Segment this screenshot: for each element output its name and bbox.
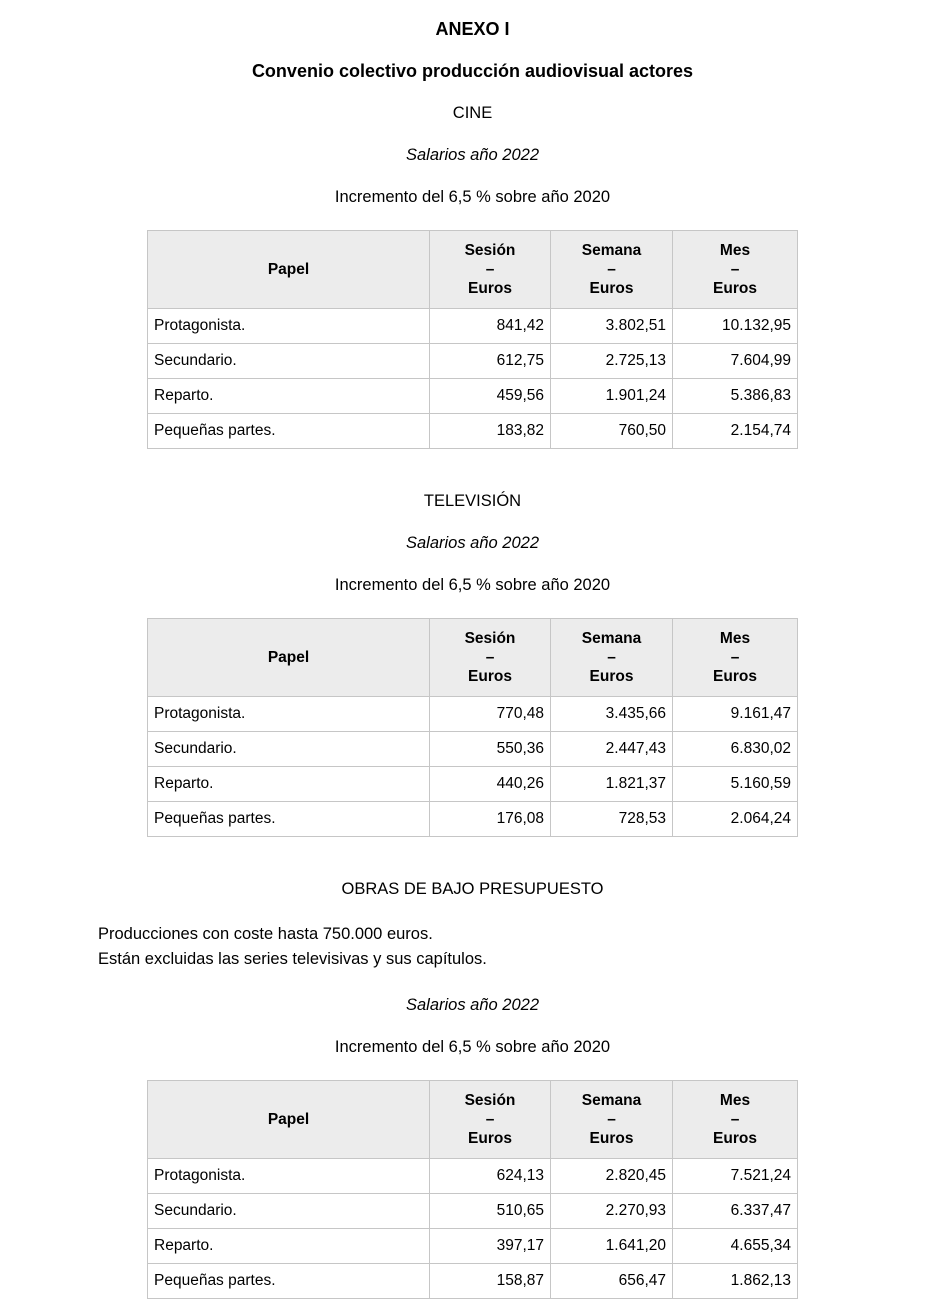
note-line: Están excluidas las series televisivas y sus capítulos. [98, 950, 487, 968]
column-header-title: Sesión [464, 1092, 516, 1109]
mes-cell: 5.386,83 [673, 379, 798, 414]
sesion-cell: 158,87 [430, 1264, 551, 1299]
column-header-title: Sesión [464, 242, 516, 259]
mes-cell: 2.064,24 [673, 802, 798, 837]
column-header-label: Papel [267, 649, 310, 666]
table-row [148, 1264, 798, 1299]
sesion-cell: 841,42 [430, 309, 551, 344]
mes-cell: 1.862,13 [673, 1264, 798, 1299]
column-header-title: Semana [581, 1092, 642, 1109]
salary-table-cine [147, 230, 798, 449]
semana-cell: 3.435,66 [551, 697, 673, 732]
semana-cell: 2.725,13 [551, 344, 673, 379]
papel-cell: Reparto. [148, 1229, 430, 1264]
table-row [148, 1229, 798, 1264]
mes-cell: 5.160,59 [673, 767, 798, 802]
table-row [148, 767, 798, 802]
sesion-cell: 176,08 [430, 802, 551, 837]
papel-cell: Secundario. [148, 732, 430, 767]
column-header-label: Papel [267, 1111, 310, 1128]
sesion-cell: 440,26 [430, 767, 551, 802]
table-header-row [148, 619, 798, 697]
semana-cell: 1.821,37 [551, 767, 673, 802]
papel-cell: Protagonista. [148, 1159, 430, 1194]
column-header-unit: Euros [468, 1130, 512, 1147]
column-header-semana [551, 231, 673, 309]
mes-cell: 7.604,99 [673, 344, 798, 379]
mes-cell: 7.521,24 [673, 1159, 798, 1194]
column-header-sesion [430, 1081, 551, 1159]
section-heading-obras: OBRAS DE BAJO PRESUPUESTO [341, 880, 604, 898]
sesion-cell: 459,56 [430, 379, 551, 414]
document-title: ANEXO I [435, 19, 510, 39]
column-header-title: Sesión [464, 630, 516, 647]
column-header-unit: Euros [713, 280, 757, 297]
semana-cell: 2.820,45 [551, 1159, 673, 1194]
column-header-title: Mes [719, 242, 751, 259]
column-header-dash: – [485, 261, 495, 278]
papel-cell: Pequeñas partes. [148, 1264, 430, 1299]
column-header-papel [148, 231, 430, 309]
semana-cell: 728,53 [551, 802, 673, 837]
salary-year-line: Salarios año 2022 [405, 146, 539, 164]
column-header-papel [148, 619, 430, 697]
column-header-unit: Euros [713, 668, 757, 685]
table-row [148, 697, 798, 732]
table-row [148, 379, 798, 414]
section-heading-television: TELEVISIÓN [423, 492, 522, 510]
mes-cell: 6.337,47 [673, 1194, 798, 1229]
document-subtitle: Convenio colectivo producción audiovisual actores [251, 61, 694, 81]
budget-notes [98, 922, 847, 972]
papel-cell: Reparto. [148, 379, 430, 414]
column-header-title: Mes [719, 630, 751, 647]
column-header-title: Mes [719, 1092, 751, 1109]
semana-cell: 1.641,20 [551, 1229, 673, 1264]
sesion-cell: 510,65 [430, 1194, 551, 1229]
column-header-dash: – [607, 261, 616, 278]
table-row [148, 1159, 798, 1194]
column-header-dash: – [607, 649, 616, 666]
column-header-unit: Euros [589, 668, 634, 685]
papel-cell: Pequeñas partes. [148, 414, 430, 449]
mes-cell: 6.830,02 [673, 732, 798, 767]
table-row [148, 414, 798, 449]
column-header-dash: – [730, 261, 740, 278]
papel-cell: Secundario. [148, 344, 430, 379]
salary-year-line: Salarios año 2022 [405, 534, 539, 552]
semana-cell: 1.901,24 [551, 379, 673, 414]
column-header-dash: – [730, 1111, 740, 1128]
sesion-cell: 770,48 [430, 697, 551, 732]
column-header-unit: Euros [468, 280, 512, 297]
papel-cell: Pequeñas partes. [148, 802, 430, 837]
salary-table-television [147, 618, 798, 837]
semana-cell: 2.447,43 [551, 732, 673, 767]
column-header-semana [551, 619, 673, 697]
column-header-sesion [430, 231, 551, 309]
semana-cell: 760,50 [551, 414, 673, 449]
column-header-unit: Euros [589, 1130, 634, 1147]
column-header-dash: – [607, 1111, 616, 1128]
papel-cell: Protagonista. [148, 309, 430, 344]
table-header-row [148, 1081, 798, 1159]
increment-line: Incremento del 6,5 % sobre año 2020 [334, 576, 611, 594]
mes-cell: 10.132,95 [673, 309, 798, 344]
table-row [148, 732, 798, 767]
salary-table-obras [147, 1080, 798, 1299]
column-header-semana [551, 1081, 673, 1159]
mes-cell: 2.154,74 [673, 414, 798, 449]
semana-cell: 3.802,51 [551, 309, 673, 344]
sesion-cell: 183,82 [430, 414, 551, 449]
column-header-papel [148, 1081, 430, 1159]
section-heading-cine: CINE [452, 104, 493, 122]
papel-cell: Secundario. [148, 1194, 430, 1229]
mes-cell: 4.655,34 [673, 1229, 798, 1264]
salary-year-line: Salarios año 2022 [405, 996, 539, 1014]
column-header-mes [673, 619, 798, 697]
table-row [148, 802, 798, 837]
increment-line: Incremento del 6,5 % sobre año 2020 [334, 188, 611, 206]
column-header-unit: Euros [589, 280, 634, 297]
column-header-mes [673, 231, 798, 309]
column-header-title: Semana [581, 242, 642, 259]
mes-cell: 9.161,47 [673, 697, 798, 732]
column-header-unit: Euros [468, 668, 512, 685]
increment-line: Incremento del 6,5 % sobre año 2020 [334, 1038, 611, 1056]
sesion-cell: 397,17 [430, 1229, 551, 1264]
column-header-title: Semana [581, 630, 642, 647]
column-header-dash: – [485, 1111, 495, 1128]
table-row [148, 1194, 798, 1229]
column-header-unit: Euros [713, 1130, 757, 1147]
column-header-sesion [430, 619, 551, 697]
sesion-cell: 550,36 [430, 732, 551, 767]
semana-cell: 656,47 [551, 1264, 673, 1299]
column-header-dash: – [730, 649, 740, 666]
sesion-cell: 624,13 [430, 1159, 551, 1194]
column-header-mes [673, 1081, 798, 1159]
papel-cell: Protagonista. [148, 697, 430, 732]
column-header-dash: – [485, 649, 495, 666]
table-row [148, 309, 798, 344]
column-header-label: Papel [267, 261, 310, 278]
papel-cell: Reparto. [148, 767, 430, 802]
semana-cell: 2.270,93 [551, 1194, 673, 1229]
table-row [148, 344, 798, 379]
table-header-row [148, 231, 798, 309]
sesion-cell: 612,75 [430, 344, 551, 379]
note-line: Producciones con coste hasta 750.000 euros. [98, 925, 433, 943]
